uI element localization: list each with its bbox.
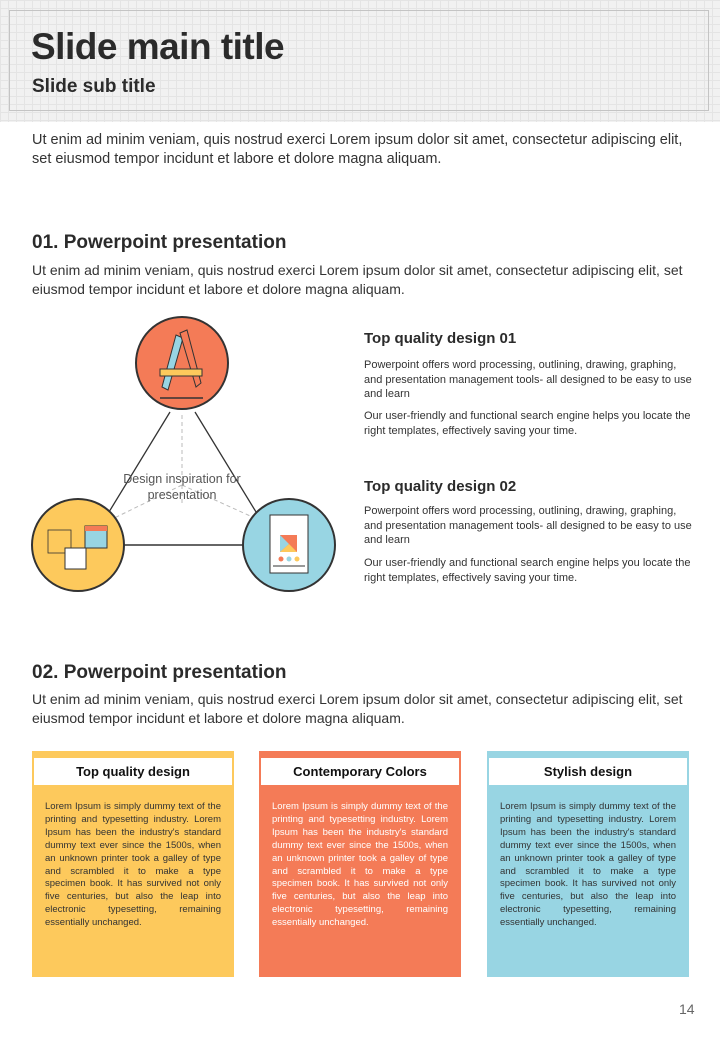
card-body: Lorem Ipsum is simply dummy text of the printing and typesetting industry. Lorem Ipsum has been the industry's standard dummy text ever since the 1500s, when an unknown printer took a galley of type and scrambled it to make a type specimen book. It has survived not only five centuries, but also the leap into electronic typesetting, remaining essentially unchanged. xyxy=(500,801,676,929)
card-contemporary-colors xyxy=(259,751,461,977)
intro-text: Ut enim ad minim veniam, quis nostrud exerci Lorem ipsum dolor sit amet, consectetur adipiscing elit, set eiusmod tempor incidunt et labore et dolore magna aliquam. xyxy=(32,132,683,167)
cubes-icon xyxy=(32,499,124,591)
pencil-ruler-icon xyxy=(136,317,228,409)
quality-item-1-text-1: Powerpoint offers word processing, outlining, drawing, graphing, and presentation management tools- all designed to be easy to use and learn xyxy=(364,359,692,400)
card-body: Lorem Ipsum is simply dummy text of the printing and typesetting industry. Lorem Ipsum has been the industry's standard dummy text ever since the 1500s, when an unknown printer took a galley of type and scrambled it to make a type specimen book. It has survived not only five centuries, but also the leap into electronic typesetting, remaining essentially unchanged. xyxy=(272,801,448,929)
card-body: Lorem Ipsum is simply dummy text of the printing and typesetting industry. Lorem Ipsum has been the industry's standard dummy text ever since the 1500s, when an unknown printer took a galley of type and scrambled it to make a type specimen book. It has survived not only five centuries, but also the leap into electronic typesetting, remaining essentially unchanged. xyxy=(45,801,221,929)
section1-text: Ut enim ad minim veniam, quis nostrud exerci Lorem ipsum dolor sit amet, consectetur adipiscing elit, set eiusmod tempor incidunt et labore et dolore magna aliquam. xyxy=(32,262,683,297)
quality-item-2-title: Top quality design 02 xyxy=(364,478,517,495)
card-title: Stylish design xyxy=(489,758,687,785)
card-top-quality xyxy=(32,751,234,977)
quality-item-2-text-1: Powerpoint offers word processing, outlining, drawing, graphing, and presentation management tools- all designed to be easy to use and learn xyxy=(364,505,692,546)
card-stylish-design xyxy=(487,751,689,977)
design-triangle-diagram xyxy=(25,315,345,595)
quality-item-2-text-2: Our user-friendly and functional search engine helps you locate the right templates, effectively saving your time. xyxy=(364,557,691,584)
section2-heading: 02. Powerpoint presentation xyxy=(32,662,287,683)
quality-item-1-title: Top quality design 01 xyxy=(364,330,517,347)
quality-item-1-text-2: Our user-friendly and functional search engine helps you locate the right templates, effectively saving your time. xyxy=(364,410,691,437)
webpage-layout-icon xyxy=(243,499,335,591)
diagram-center-label: Design inspiration for presentation xyxy=(123,472,241,502)
card-title: Contemporary Colors xyxy=(261,758,459,785)
slide-title: Slide main title xyxy=(31,26,285,67)
section2-text: Ut enim ad minim veniam, quis nostrud exerci Lorem ipsum dolor sit amet, consectetur adipiscing elit, set eiusmod tempor incidunt et labore et dolore magna aliquam. xyxy=(32,691,683,726)
slide-subtitle: Slide sub title xyxy=(32,76,156,97)
page-number: 14 xyxy=(679,1001,695,1017)
card-title: Top quality design xyxy=(34,758,232,785)
section1-heading: 01. Powerpoint presentation xyxy=(32,232,287,253)
